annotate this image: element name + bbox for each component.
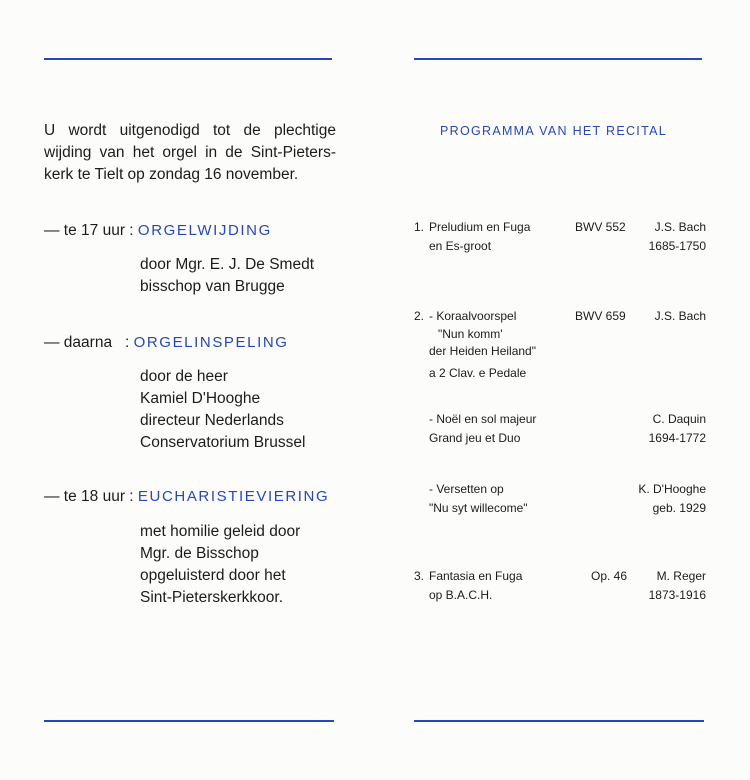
programme-item bbox=[414, 410, 706, 450]
item-composer: C. Daquin bbox=[652, 412, 706, 426]
item-title-line: - Versetten op bbox=[429, 482, 504, 496]
item-catalogue-number: BWV 552 bbox=[575, 220, 626, 234]
event-detail-line: door Mgr. E. J. De Smedt bbox=[140, 256, 315, 273]
event-orgelinspeling-details bbox=[140, 366, 305, 454]
event-detail-line: bisschop van Brugge bbox=[140, 278, 285, 295]
item-title-line: Preludium en Fuga bbox=[429, 220, 531, 234]
item-composer-dates: 1685-1750 bbox=[648, 239, 706, 253]
invitation-text bbox=[44, 120, 336, 186]
event-title: ORGELINSPELING bbox=[133, 334, 289, 351]
item-number: 2. bbox=[414, 309, 425, 323]
programme-item bbox=[414, 218, 706, 258]
bottom-left-rule bbox=[44, 720, 334, 722]
event-detail-line: directeur Nederlands bbox=[140, 412, 284, 429]
event-detail-line: Mgr. de Bisschop bbox=[140, 545, 259, 562]
programme-item bbox=[414, 480, 706, 520]
item-number: 3. bbox=[414, 569, 425, 583]
item-opus-number: Op. 46 bbox=[591, 569, 628, 583]
event-detail-line: door de heer bbox=[140, 368, 228, 385]
item-composer-dates: geb. 1929 bbox=[652, 501, 706, 515]
programme-item bbox=[414, 567, 706, 607]
event-detail-line: Kamiel D'Hooghe bbox=[140, 390, 261, 407]
item-title-line: "Nu syt willecome" bbox=[429, 501, 528, 515]
item-catalogue-number: BWV 659 bbox=[575, 309, 626, 323]
bottom-right-rule bbox=[414, 720, 704, 722]
item-title-line: en Es-groot bbox=[429, 239, 492, 253]
event-time: — te 18 uur : bbox=[44, 488, 134, 505]
top-right-rule bbox=[414, 58, 702, 60]
item-composer-dates: 1873-1916 bbox=[648, 588, 706, 602]
invitation-line: U wordt uitgenodigd tot de plechtige bbox=[44, 122, 336, 139]
invitation-line: wijding van het orgel in de Sint-Pieters- bbox=[44, 144, 336, 161]
event-eucharistieviering-details bbox=[140, 521, 300, 609]
top-left-rule bbox=[44, 58, 332, 60]
item-number: 1. bbox=[414, 220, 425, 234]
event-title: ORGELWIJDING bbox=[137, 222, 272, 239]
event-detail-line: met homilie geleid door bbox=[140, 523, 301, 540]
event-eucharistieviering-header bbox=[44, 488, 329, 506]
item-title-line: - Koraalvoorspel bbox=[429, 309, 517, 323]
invitation-line: kerk te Tielt op zondag 16 november. bbox=[44, 166, 299, 183]
event-orgelwijding-header bbox=[44, 222, 272, 240]
event-title: EUCHARISTIEVIERING bbox=[137, 488, 330, 505]
item-composer-dates: 1694-1772 bbox=[648, 431, 706, 445]
programme-item bbox=[414, 307, 706, 379]
item-title-line: Grand jeu et Duo bbox=[429, 431, 521, 445]
event-orgelinspeling-header bbox=[44, 334, 289, 352]
item-composer: J.S. Bach bbox=[654, 220, 706, 234]
item-composer: J.S. Bach bbox=[654, 309, 706, 323]
item-title-line: "Nun komm' bbox=[438, 327, 503, 341]
item-scoring: a 2 Clav. e Pedale bbox=[429, 366, 527, 380]
item-composer: M. Reger bbox=[656, 569, 706, 583]
item-title-line: - Noël en sol majeur bbox=[429, 412, 537, 426]
event-time: — daarna : bbox=[44, 334, 130, 351]
event-detail-line: Sint-Pieterskerkkoor. bbox=[140, 589, 283, 606]
event-orgelwijding-details bbox=[140, 254, 314, 298]
event-time: — te 17 uur : bbox=[44, 222, 134, 239]
event-detail-line: Conservatorium Brussel bbox=[140, 434, 306, 451]
item-title-line: Fantasia en Fuga bbox=[429, 569, 523, 583]
event-detail-line: opgeluisterd door het bbox=[140, 567, 286, 584]
item-title-line: op B.A.C.H. bbox=[429, 588, 493, 602]
programme-title: PROGRAMMA VAN HET RECITAL bbox=[440, 124, 667, 138]
item-composer: K. D'Hooghe bbox=[638, 482, 706, 496]
item-title-line: der Heiden Heiland" bbox=[429, 344, 536, 358]
